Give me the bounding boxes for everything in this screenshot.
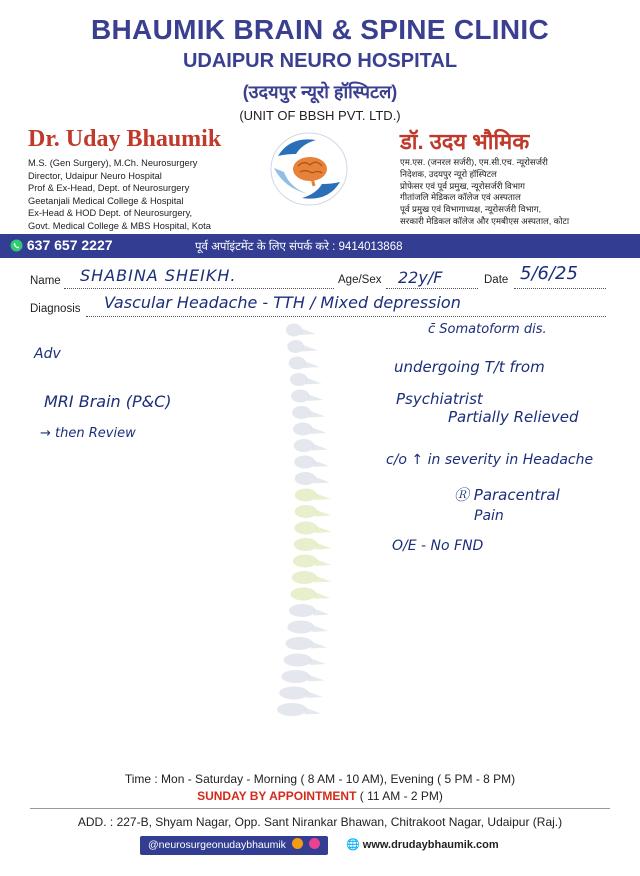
appointment-contact-hindi: पूर्व अपॉइंटमेंट के लिए संपर्क करे : 9414013868	[195, 241, 403, 253]
vertebra-process-shape	[306, 378, 322, 385]
name-line	[64, 287, 334, 289]
vertebra-shape	[295, 505, 318, 518]
diagnosis-line	[86, 315, 606, 317]
vertebra-shape	[294, 522, 317, 535]
credential-line-hindi: प्रोफेसर एवं पूर्व प्रमुख, न्यूरोसर्जरी विभाग	[400, 180, 525, 191]
vertebra-shape	[287, 340, 304, 353]
credential-line-hindi: सरकारी मेडिकल कॉलेज और एमबीएस अस्पताल, कोटा	[400, 215, 570, 226]
date-label: Date	[484, 274, 509, 286]
credential-line: Prof & Ex-Head, Dept. of Neurosurgery	[28, 183, 190, 194]
website-text: www.drudaybhaumik.com	[362, 839, 499, 851]
vertebra-process-shape	[302, 345, 318, 352]
spine-watermark-icon	[250, 322, 370, 742]
vertebra-process-shape	[304, 361, 320, 368]
vertebra-shape	[294, 439, 314, 452]
sunday-label: SUNDAY BY APPOINTMENT	[197, 789, 357, 803]
note-line: undergoing T/t from	[394, 358, 545, 376]
vertebra-shape	[291, 390, 309, 403]
social-handle: @neurosurgeonudaybhaumik	[148, 839, 286, 851]
sunday-timing	[0, 789, 640, 803]
credential-line: M.S. (Gen Surgery), M.Ch. Neurosurgery	[28, 158, 198, 168]
doctor-name: Dr. Uday Bhaumik	[28, 126, 222, 152]
vertebra-process-shape	[311, 642, 327, 649]
doctor-credentials-hindi	[400, 157, 569, 228]
vertebra-shape	[287, 621, 314, 634]
diagnosis-label: Diagnosis	[30, 303, 81, 315]
vertebra-process-shape	[315, 493, 331, 500]
vertebra-shape	[293, 555, 318, 568]
doctor-name-hindi: डॉ. उदय भौमिक	[400, 129, 530, 154]
vertebra-shape	[281, 670, 310, 683]
vertebra-process-shape	[316, 543, 332, 550]
vertebra-shape	[295, 489, 317, 502]
credential-line-hindi: एम.एस. (जनरल सर्जरी), एम.सी.एच. न्यूरोसर्जरी	[400, 157, 548, 167]
vertebra-shape	[294, 456, 315, 469]
vertebra-process-shape	[309, 411, 325, 418]
vertebra-process-shape	[316, 526, 332, 533]
advice-line: → then Review	[40, 426, 136, 441]
age-sex-label: Age/Sex	[338, 274, 382, 286]
vertebra-process-shape	[312, 625, 328, 632]
clinic-name: BHAUMIK BRAIN & SPINE CLINIC	[91, 14, 549, 45]
visit-date: 5/6/25	[520, 263, 578, 284]
vertebra-shape	[289, 357, 306, 370]
credential-line-hindi: गीतांजलि मेडिकल कॉलेज एवं अस्पताल	[400, 192, 521, 203]
vertebra-shape	[295, 472, 316, 485]
vertebra-shape	[290, 373, 308, 386]
note-line: Ⓡ Paracentral	[454, 486, 560, 504]
vertebra-process-shape	[310, 658, 326, 665]
phone-number: 637 657 2227	[26, 237, 113, 253]
note-line: Psychiatrist	[396, 390, 483, 408]
footer-divider	[30, 808, 610, 809]
vertebra-shape	[286, 637, 314, 650]
vertebra-process-shape	[315, 576, 331, 583]
age-sex-line	[386, 287, 478, 289]
vertebra-process-shape	[315, 559, 331, 566]
vertebra-shape	[277, 703, 307, 716]
vertebra-process-shape	[314, 477, 330, 484]
date-line	[514, 287, 606, 289]
vertebra-process-shape	[308, 675, 324, 682]
appointment-bar	[0, 234, 640, 258]
patient-age-sex: 22y/F	[398, 268, 443, 287]
phone-contact	[10, 237, 113, 253]
vertebra-process-shape	[307, 394, 323, 401]
vertebra-process-shape	[313, 609, 329, 616]
vertebra-process-shape	[307, 691, 323, 698]
facebook-icon	[292, 838, 303, 849]
clinic-address: ADD. : 227-B, Shyam Nagar, Opp. Sant Nirankar Bhawan, Chitrakoot Nagar, Udaipur (Raj.)	[77, 815, 563, 829]
website-link[interactable]	[346, 838, 499, 851]
credential-line: Govt. Medical College & MBS Hospital, Kota	[28, 220, 211, 231]
credential-line: Ex-Head & HOD Dept. of Neurosurgery,	[28, 208, 193, 219]
instagram-icon	[309, 838, 320, 849]
advice-label: Adv	[34, 346, 61, 362]
note-line: c̄ Somatoform dis.	[428, 322, 547, 337]
vertebra-shape	[284, 654, 312, 667]
advice-line: MRI Brain (P&C)	[44, 392, 172, 411]
vertebra-process-shape	[314, 592, 330, 599]
hospital-name-hindi: (उदयपुर न्यूरो हॉस्पिटल)	[242, 82, 398, 102]
credential-line: Director, Udaipur Neuro Hospital	[28, 170, 162, 181]
vertebra-shape	[292, 406, 311, 419]
unit-line: (UNIT OF BBSH PVT. LTD.)	[239, 108, 401, 123]
vertebra-process-shape	[312, 444, 328, 451]
name-label: Name	[30, 275, 61, 287]
clinic-timing: Time : Mon - Saturday - Morning ( 8 AM - 10 AM), Evening ( 5 PM - 8 PM)	[124, 772, 516, 786]
credential-line-hindi: पूर्व प्रमुख एवं विभागाध्यक्ष, न्यूरोसर्जरी विभाग,	[400, 204, 541, 215]
vertebra-shape	[279, 687, 308, 700]
vertebra-process-shape	[313, 460, 329, 467]
note-line: Pain	[474, 508, 504, 524]
globe-icon: 🌐	[346, 839, 360, 851]
doctor-credentials	[28, 157, 211, 233]
sunday-time: ( 11 AM - 2 PM)	[359, 789, 443, 803]
whatsapp-icon	[10, 239, 23, 252]
patient-name: SHABINA SHEIKH.	[80, 266, 237, 285]
note-line: Partially Relieved	[448, 408, 579, 426]
vertebra-process-shape	[315, 510, 331, 517]
vertebra-process-shape	[305, 708, 321, 715]
vertebra-shape	[286, 324, 302, 337]
credential-line-hindi: निदेशक, उदयपुर न्यूरो हॉस्पिटल	[400, 168, 497, 179]
note-line: O/E - No FND	[392, 538, 484, 554]
vertebra-shape	[294, 538, 318, 551]
social-handle-badge[interactable]	[140, 836, 328, 855]
vertebra-process-shape	[311, 427, 327, 434]
hospital-name: UDAIPUR NEURO HOSPITAL	[182, 50, 458, 72]
brain-hands-logo-icon	[268, 128, 350, 210]
vertebra-shape	[291, 588, 317, 601]
vertebra-process-shape	[300, 328, 316, 335]
diagnosis-text: Vascular Headache - TTH / Mixed depression	[104, 293, 461, 312]
credential-line: Geetanjali Medical College & Hospital	[28, 195, 184, 206]
vertebra-shape	[293, 423, 313, 436]
vertebra-shape	[289, 604, 315, 617]
vertebra-shape	[292, 571, 317, 584]
note-line: c/o ↑ in severity in Headache	[386, 452, 594, 468]
